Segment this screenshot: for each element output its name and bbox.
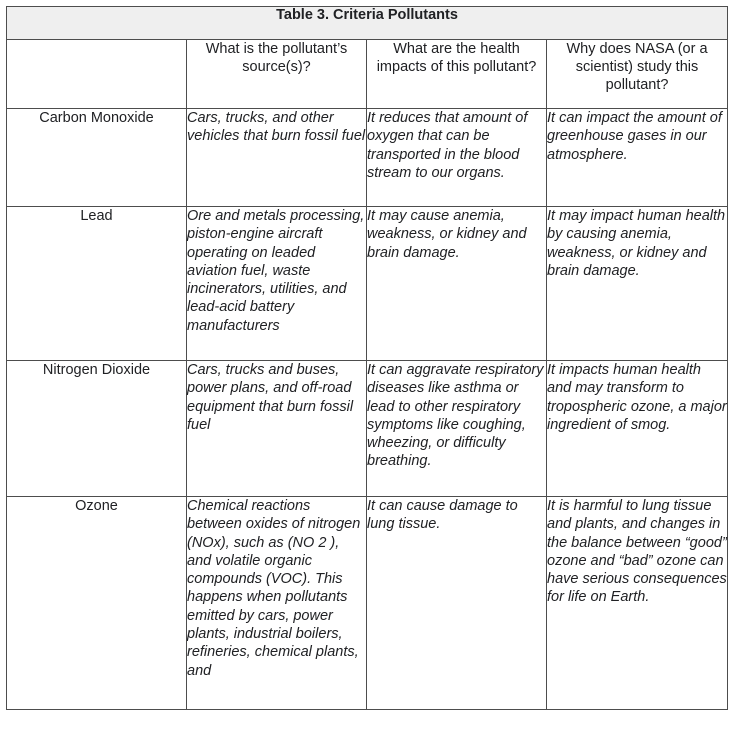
table-row — [7, 361, 728, 497]
header-pollutant — [7, 40, 187, 109]
header-source: What is the pollutant’s source(s)? — [187, 40, 367, 109]
pollutant-health: It can cause damage to lung tissue. — [367, 497, 547, 710]
pollutant-health: It reduces that amount of oxygen that can be transported in the blood stream to our organs. — [367, 109, 547, 207]
header-why-study: Why does NASA (or a scientist) study this pollutant? — [547, 40, 728, 109]
pollutant-name: Ozone — [7, 497, 187, 710]
pollutant-why-study: It is harmful to lung tissue and plants, and changes in the balance between “good” ozone and “bad” ozone can have serious consequences for life on Earth. — [547, 497, 728, 710]
criteria-pollutants-table — [6, 6, 728, 710]
table-row — [7, 109, 728, 207]
header-health-impacts: What are the health impacts of this pollutant? — [367, 40, 547, 109]
pollutant-why-study: It can impact the amount of greenhouse gases in our atmosphere. — [547, 109, 728, 207]
pollutant-why-study: It impacts human health and may transform to tropospheric ozone, a major ingredient of smog. — [547, 361, 728, 497]
pollutant-source: Cars, trucks and buses, power plans, and off-road equipment that burn fossil fuel — [187, 361, 367, 497]
pollutant-source: Ore and metals processing, piston-engine aircraft operating on leaded aviation fuel, waste incinerators, utilities, and lead-acid battery manufacturers — [187, 207, 367, 361]
table-title: Table 3. Criteria Pollutants — [7, 7, 728, 40]
pollutant-name: Nitrogen Dioxide — [7, 361, 187, 497]
pollutant-name: Lead — [7, 207, 187, 361]
pollutant-source: Cars, trucks, and other vehicles that burn fossil fuel — [187, 109, 367, 207]
pollutant-health: It can aggravate respiratory diseases like asthma or lead to other respiratory symptoms like coughing, wheezing, or difficulty breathing. — [367, 361, 547, 497]
table-header-row — [7, 40, 728, 109]
table-title-row — [7, 7, 728, 40]
table-row — [7, 207, 728, 361]
pollutant-source-cell — [187, 497, 367, 710]
pollutant-health: It may cause anemia, weakness, or kidney and brain damage. — [367, 207, 547, 361]
pollutant-source: Chemical reactions between oxides of nitrogen (NOx), such as (NO 2 ), and volatile organic compounds (VOC). This happens when pollutants emitted by cars, power plants, industrial boilers, refineries, chemical plants, and — [187, 498, 361, 679]
pollutant-why-study: It may impact human health by causing anemia, weakness, or kidney and brain damage. — [547, 207, 728, 361]
table-row — [7, 497, 728, 710]
pollutant-name: Carbon Monoxide — [7, 109, 187, 207]
